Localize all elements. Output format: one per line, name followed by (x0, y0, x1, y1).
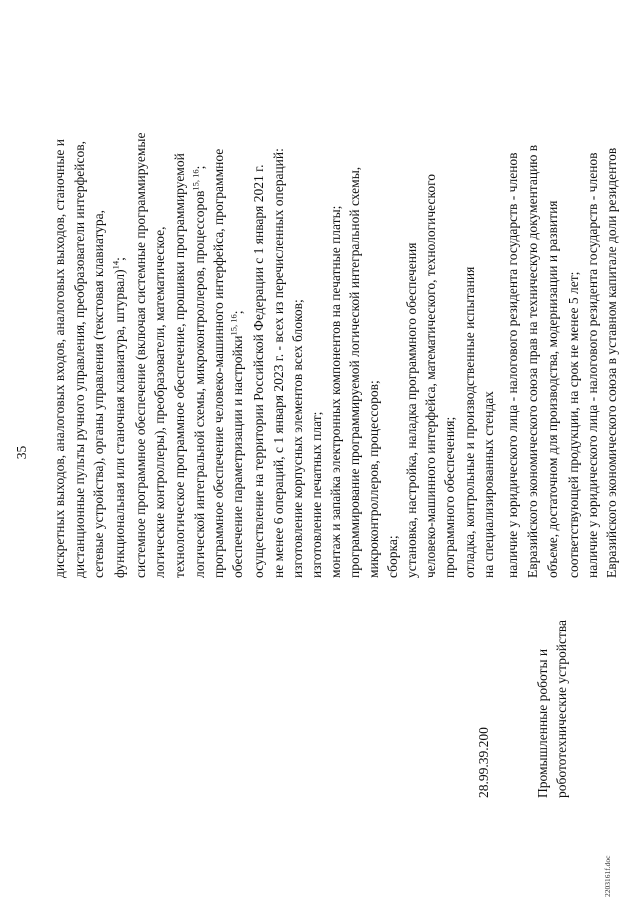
product-name (533, 598, 571, 798)
body-line-text: человеко-машинного интерфейса, математического, технологического (423, 173, 438, 578)
body-line-text: микроконтроллеров, процессоров; (366, 380, 381, 578)
body-line (271, 18, 287, 578)
body-line (505, 18, 521, 578)
body-line-text: сборка; (385, 535, 400, 578)
body-line (347, 18, 363, 578)
body-line (462, 18, 478, 578)
body-line-text: обеспечение параметризации и настройки (230, 335, 245, 578)
punctuation: ; (230, 310, 245, 315)
body-line-text: системное программное обеспечение (включая системные программируемые (133, 132, 148, 578)
body-line-text: сетевые устройства), органы управления (текстовая клавиатура, (91, 209, 106, 578)
body-line (112, 18, 128, 578)
body-line-text: программное обеспечение человеко-машинного интерфейса, программное (211, 148, 226, 578)
body-line-text: объеме, достаточном для производства, модернизации и развития (545, 200, 560, 578)
body-line (585, 18, 601, 578)
body-line (481, 18, 497, 578)
body-line (525, 18, 541, 578)
body-line (566, 18, 582, 578)
body-line-text: дискретных выходов, аналоговых входов, аналоговых выходов, станочные и (52, 138, 67, 578)
body-line (152, 18, 168, 578)
body-line-text: программного обеспечения; (442, 416, 457, 578)
body-line (172, 18, 188, 578)
body-line-text: Евразийского экономического союза прав на техническую документацию в (525, 144, 540, 578)
product-name-line: робототехнические устройства (554, 619, 569, 798)
body-line (404, 18, 420, 578)
body-line (442, 18, 458, 578)
body-line (211, 18, 227, 578)
body-line-text: изготовление корпусных элементов всех блоков; (290, 299, 305, 578)
punctuation: ; (192, 165, 207, 170)
body-line-text: осуществление на территории Российской Федерации с 1 января 2021 г. (251, 164, 266, 578)
body-line (366, 18, 382, 578)
body-line (423, 18, 439, 578)
body-line-text: дистанционные пульты ручного управления, преобразователи интерфейсов, (72, 141, 87, 578)
body-line (385, 18, 401, 578)
punctuation: ; (112, 257, 127, 261)
body-line (52, 18, 68, 578)
body-line (290, 18, 306, 578)
body-line (91, 18, 107, 578)
body-line-text: программирование программируемой логической интегральной схемы, (347, 166, 362, 578)
footnote-ref: 15, 16 (228, 314, 239, 336)
product-code: 28.99.39.200 (476, 727, 491, 798)
body-line-text: соответствующей продукции, на срок не менее 5 лет; (566, 271, 581, 578)
body-line-text: логической интегральной схемы, микроконтроллеров, процессоров (192, 190, 207, 578)
body-line-text: функциональная или станочная клавиатура, штурвал) (112, 269, 127, 578)
body-line-text: на специализированных стендах (481, 391, 496, 578)
body-line-text: установка, настройка, наладка программного обеспечения (404, 242, 419, 578)
body-line (545, 18, 561, 578)
footnote-ref: 14 (110, 260, 121, 270)
body-line-text: наличие у юридического лица - налогового резидента государств - членов (585, 152, 600, 578)
page-number: 35 (14, 445, 29, 460)
body-line-text: технологическое программное обеспечение, прошивки программируемой (172, 153, 187, 578)
body-line (192, 18, 208, 578)
body-line (251, 18, 267, 578)
body-line (604, 18, 620, 578)
body-line-text: не менее 6 операций, с 1 января 2023 г. - всех из перечисленных операций: (271, 148, 286, 578)
body-line-text: Евразийского экономического союза в уставном капитале доли резидентов (604, 147, 619, 578)
body-line (72, 18, 88, 578)
body-line-text: логические контроллеры), преобразователи, математическое, (152, 226, 167, 578)
body-line-text: отладка, контрольные и производственные испытания (462, 266, 477, 578)
body-line (328, 18, 344, 578)
body-line-text: наличие у юридического лица - налогового резидента государств - членов (505, 152, 520, 578)
body-line-text: монтаж и запайка электронных компонентов на печатные платы; (328, 205, 343, 578)
body-line (133, 18, 149, 578)
footnote-ref: 15, 16 (190, 169, 201, 191)
body-line (309, 18, 325, 578)
product-name-line: Промышленные роботы и (535, 648, 550, 798)
body-line (230, 18, 246, 578)
document-id: 2203161f.doc (603, 855, 612, 897)
body-line-text: изготовление печатных плат; (309, 411, 324, 578)
